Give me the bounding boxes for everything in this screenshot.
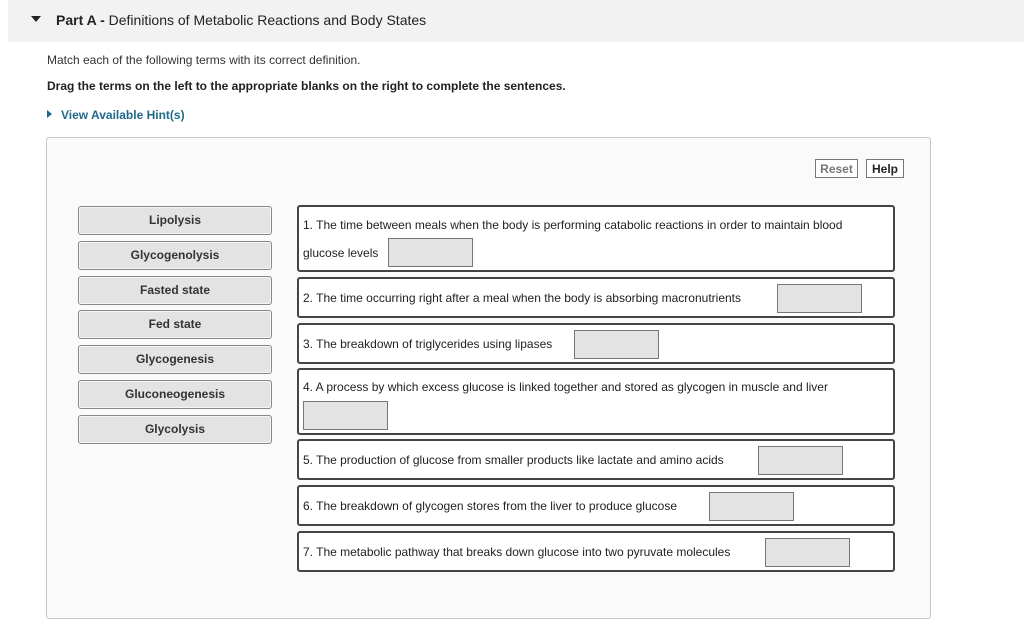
term-fed-state[interactable]: Fed state (78, 310, 272, 339)
caret-right-icon (47, 110, 52, 118)
reset-button[interactable]: Reset (815, 159, 858, 178)
part-label: Part A - (56, 12, 105, 28)
drop-target-3[interactable] (574, 330, 659, 359)
term-gluconeogenesis[interactable]: Gluconeogenesis (78, 380, 272, 409)
drop-target-6[interactable] (709, 492, 794, 521)
term-lipolysis[interactable]: Lipolysis (78, 206, 272, 235)
term-fasted-state[interactable]: Fasted state (78, 276, 272, 305)
definition-5 (297, 439, 895, 480)
definition-text: 5. The production of glucose from smaller products like lactate and amino acids (303, 453, 724, 467)
instructions-text: Match each of the following terms with its correct definition. (47, 53, 361, 67)
definition-3 (297, 323, 895, 364)
definition-text: 1. The time between meals when the body is performing catabolic reactions in order to maintain blood (303, 218, 843, 232)
definition-text: 4. A process by which excess glucose is linked together and stored as glycogen in muscle and liver (303, 380, 828, 394)
term-glycolysis[interactable]: Glycolysis (78, 415, 272, 444)
part-title: Definitions of Metabolic Reactions and Body States (108, 12, 427, 28)
section-title (56, 12, 426, 28)
drag-instructions: Drag the terms on the left to the appropriate blanks on the right to complete the sentences. (47, 79, 566, 93)
drop-target-2[interactable] (777, 284, 862, 313)
drop-target-1[interactable] (388, 238, 473, 267)
term-glycogenesis[interactable]: Glycogenesis (78, 345, 272, 374)
definition-1 (297, 205, 895, 272)
definition-text: 3. The breakdown of triglycerides using lipases (303, 337, 553, 351)
caret-down-icon[interactable] (31, 16, 41, 22)
definition-2 (297, 277, 895, 318)
help-button[interactable]: Help (866, 159, 904, 178)
term-glycogenolysis[interactable]: Glycogenolysis (78, 241, 272, 270)
definition-6 (297, 485, 895, 526)
drop-target-4[interactable] (303, 401, 388, 430)
definition-text: 2. The time occurring right after a meal when the body is absorbing macronutrients (303, 291, 741, 305)
definition-text: 7. The metabolic pathway that breaks down glucose into two pyruvate molecules (303, 545, 731, 559)
section-header[interactable] (8, 0, 1024, 42)
definition-text: 6. The breakdown of glycogen stores from the liver to produce glucose (303, 499, 677, 513)
hint-label: View Available Hint(s) (61, 108, 185, 122)
view-hints-link[interactable] (47, 108, 185, 122)
definition-4 (297, 368, 895, 435)
definition-7 (297, 531, 895, 572)
definition-text-continued: glucose levels (303, 246, 379, 260)
drop-target-5[interactable] (758, 446, 843, 475)
drop-target-7[interactable] (765, 538, 850, 567)
